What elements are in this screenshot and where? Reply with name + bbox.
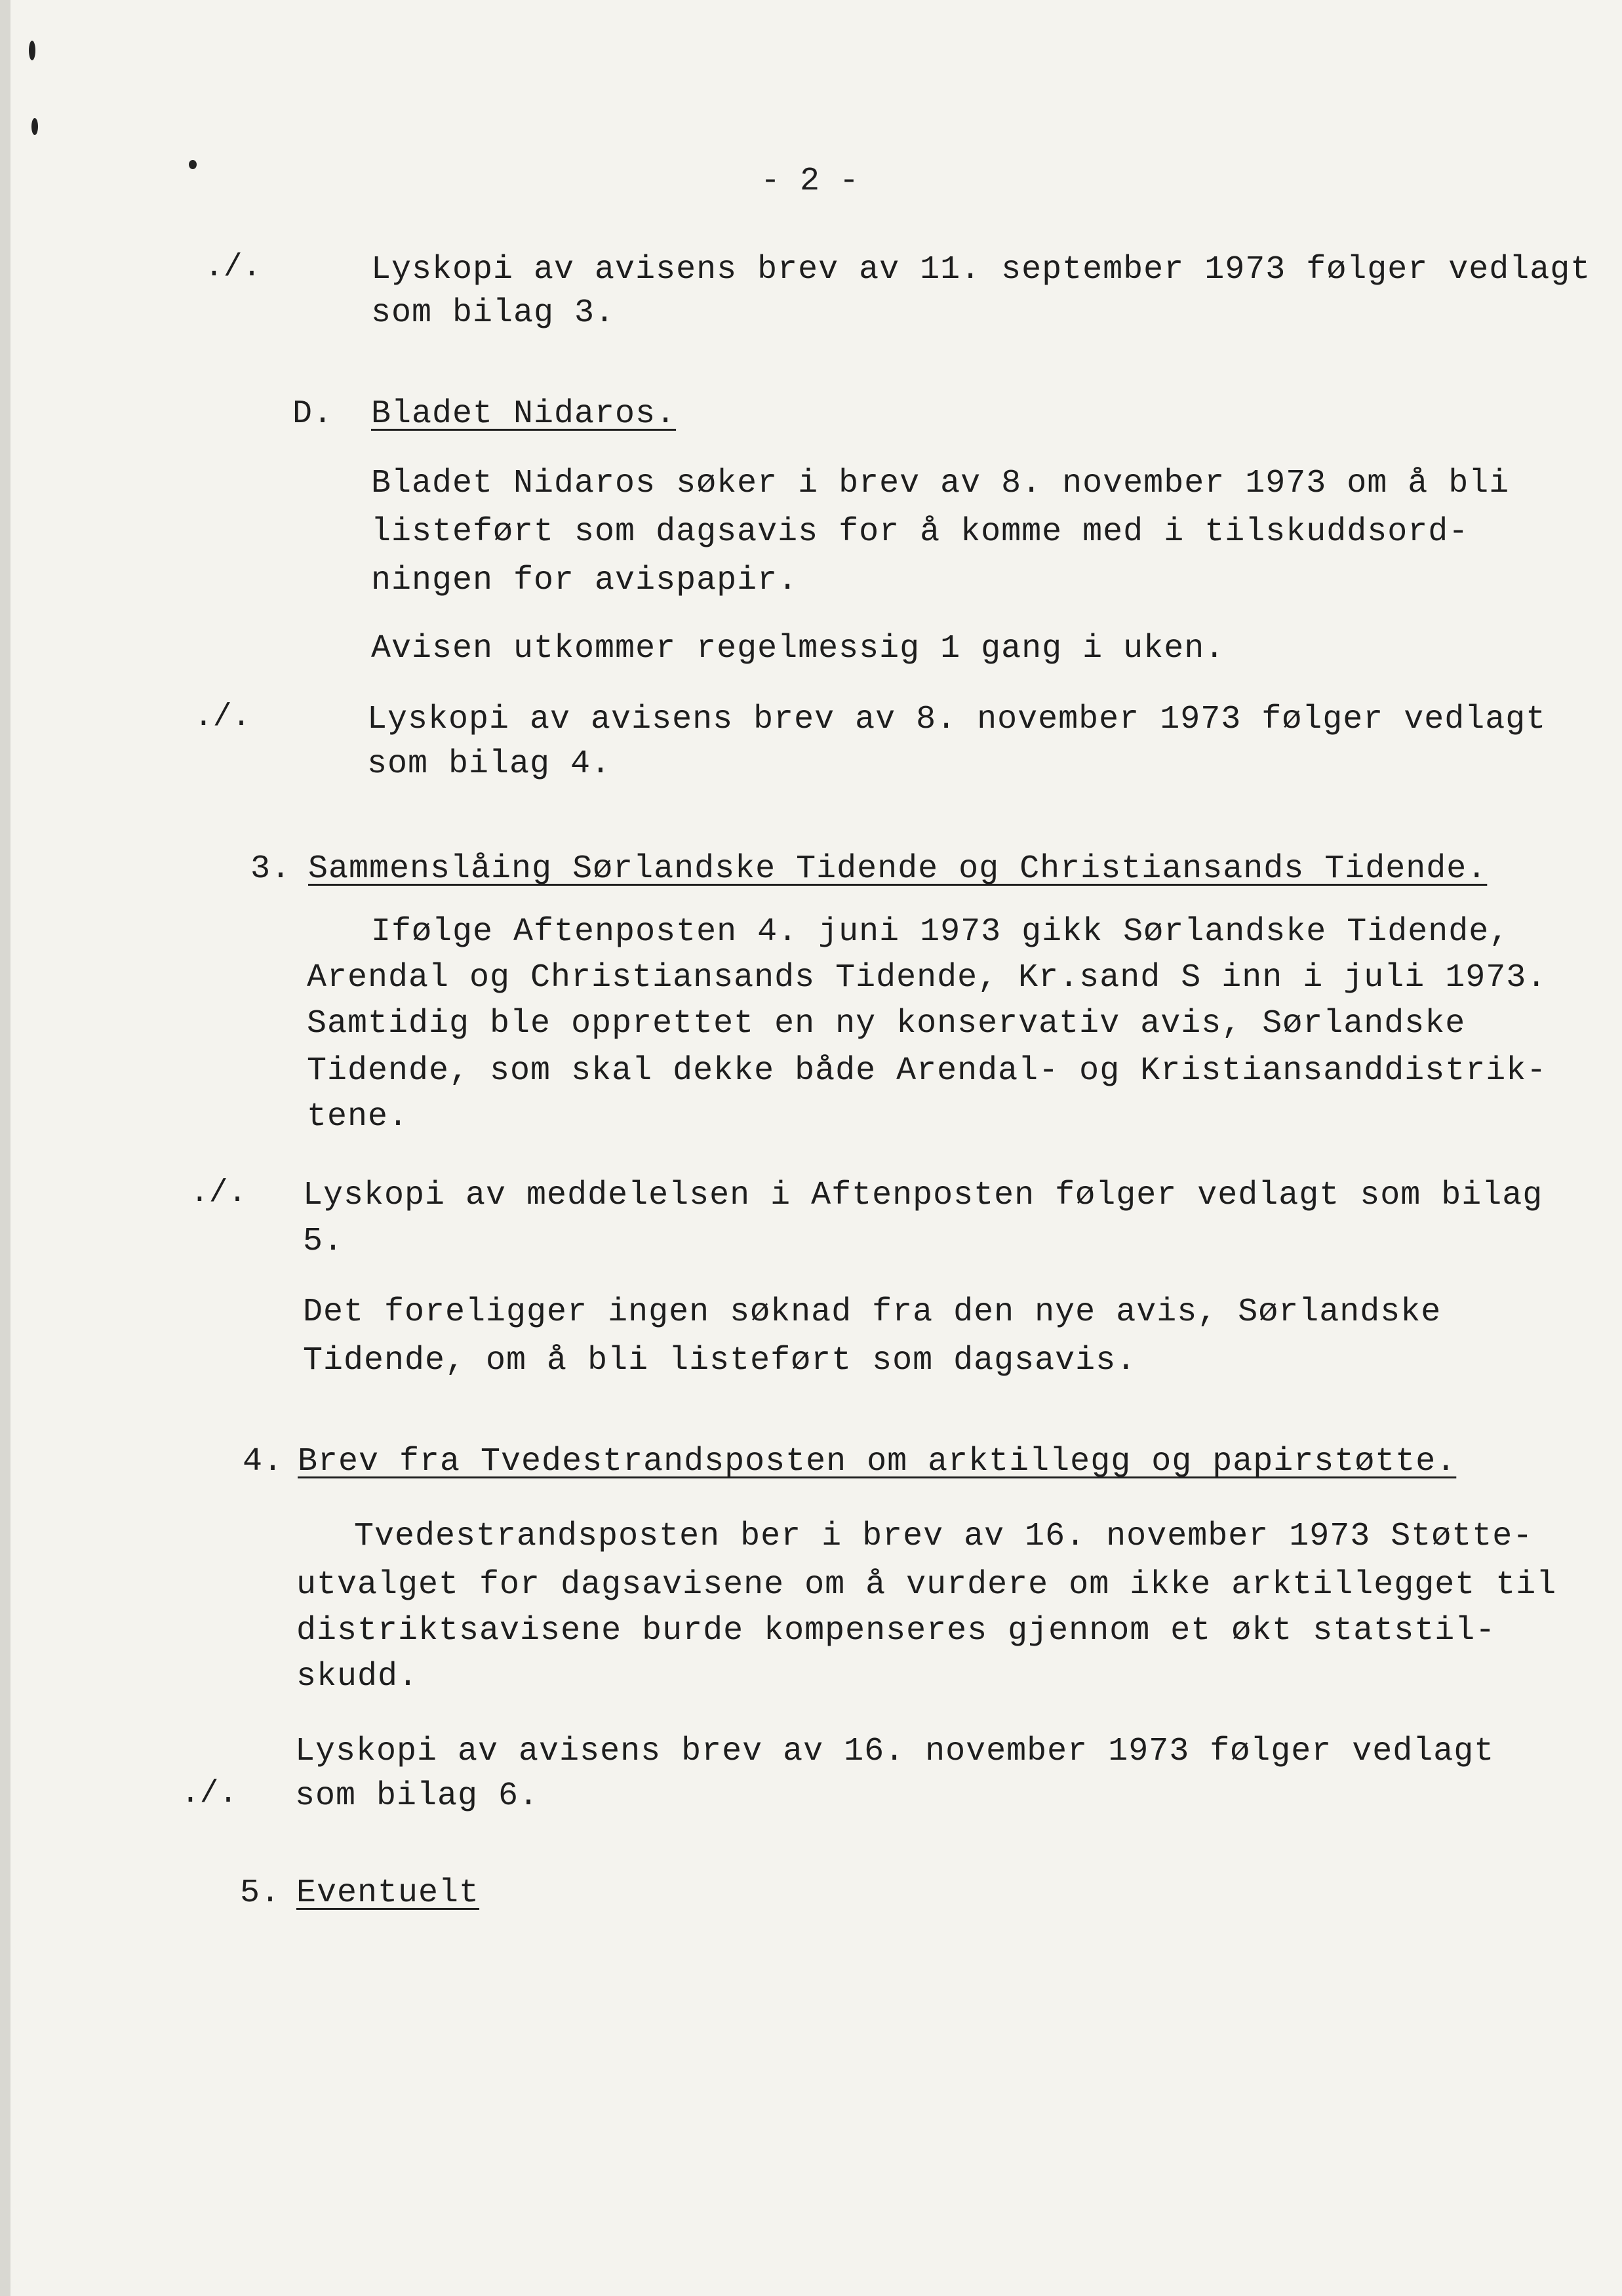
scan-speck — [189, 160, 197, 169]
text-line: 5. — [303, 1223, 344, 1260]
text-line: Tidende, om å bli listeført som dagsavis. — [303, 1342, 1137, 1379]
text-line: som bilag 6. — [295, 1777, 540, 1815]
section-number: 3. — [250, 850, 292, 888]
scan-speck — [31, 118, 38, 135]
text-line: Lyskopi av meddelelsen i Aftenposten følger vedlagt som bilag — [303, 1177, 1543, 1214]
text-line: Lyskopi av avisens brev av 11. september 1973 følger vedlagt — [371, 251, 1591, 288]
section-title: Sammenslåing Sørlandske Tidende og Christiansands Tidende. — [308, 850, 1488, 888]
scan-speck — [29, 41, 35, 60]
text-line: Ifølge Aftenposten 4. juni 1973 gikk Sørlandske Tidende, — [371, 913, 1510, 951]
text-line: listeført som dagsavis for å komme med i tilskuddsord- — [371, 513, 1469, 551]
text-line: distriktsavisene burde kompenseres gjennom et økt statstil- — [296, 1612, 1496, 1650]
section-title: Bladet Nidaros. — [371, 395, 677, 433]
text-line: Bladet Nidaros søker i brev av 8. november 1973 om å bli — [371, 465, 1510, 502]
text-line: Samtidig ble opprettet en ny konservativ avis, Sørlandske — [307, 1005, 1466, 1042]
text-line: Arendal og Christiansands Tidende, Kr.sand S inn i juli 1973. — [307, 959, 1547, 997]
page-number: - 2 - — [761, 163, 860, 200]
section-title: Brev fra Tvedestrandsposten om arktillegg og papirstøtte. — [298, 1443, 1457, 1480]
text-line: utvalget for dagsavisene om å vurdere om ikke arktillegget til — [296, 1566, 1557, 1604]
text-line: som bilag 3. — [371, 294, 616, 332]
scan-edge — [0, 0, 10, 2296]
text-line: Tvedestrandsposten ber i brev av 16. november 1973 Støtte- — [354, 1518, 1533, 1555]
section-label: D. — [292, 395, 334, 433]
text-line: tene. — [307, 1098, 409, 1136]
text-line: Det foreligger ingen søknad fra den nye avis, Sørlandske — [303, 1294, 1442, 1331]
section-number: 4. — [243, 1443, 284, 1480]
attachment-mark: ./. — [181, 1776, 238, 1811]
text-line: som bilag 4. — [367, 745, 612, 783]
section-number: 5. — [240, 1874, 281, 1912]
text-line: skudd. — [296, 1658, 419, 1695]
section-title: Eventuelt — [296, 1874, 480, 1912]
attachment-mark: ./. — [205, 250, 262, 285]
text-line: Avisen utkommer regelmessig 1 gang i uken. — [371, 630, 1225, 667]
attachment-mark: ./. — [194, 700, 251, 735]
text-line: Lyskopi av avisens brev av 8. november 1973 følger vedlagt — [367, 701, 1547, 738]
text-line: Tidende, som skal dekke både Arendal- og Kristiansanddistrik- — [307, 1052, 1547, 1090]
attachment-mark: ./. — [190, 1176, 247, 1211]
text-line: Lyskopi av avisens brev av 16. november 1973 følger vedlagt — [295, 1733, 1495, 1770]
text-line: ningen for avispapir. — [371, 562, 799, 599]
